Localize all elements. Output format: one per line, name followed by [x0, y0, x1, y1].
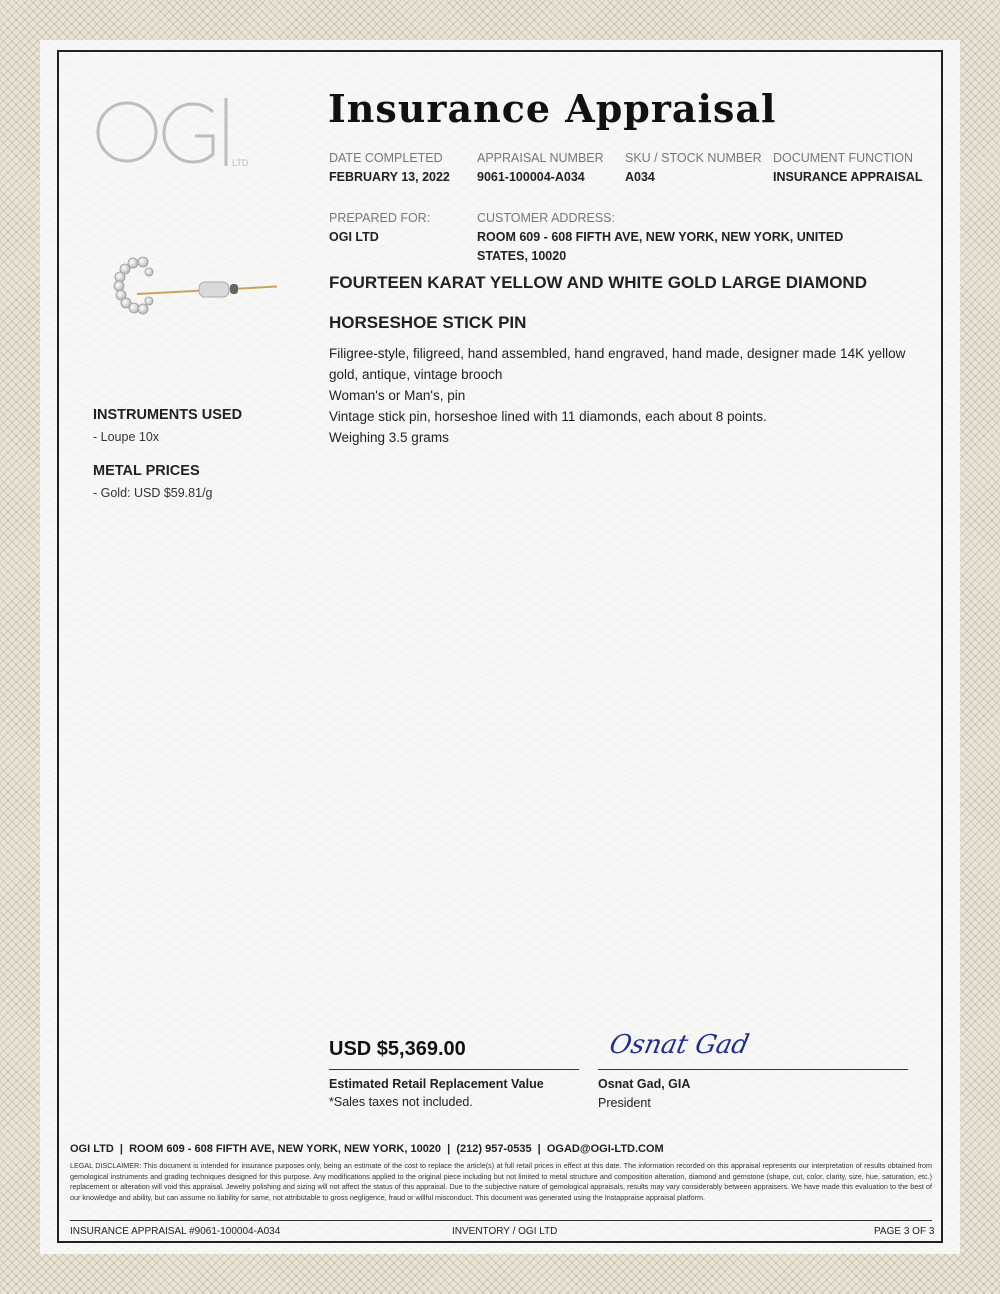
customer-address-label: CUSTOMER ADDRESS: — [477, 211, 615, 225]
appraisal-number-label: APPRAISAL NUMBER — [477, 151, 604, 165]
ogi-logo — [95, 92, 255, 172]
document-function-label: DOCUMENT FUNCTION — [773, 151, 914, 165]
footer-appraisal-id: INSURANCE APPRAISAL #9061-100004-A034 — [70, 1226, 281, 1237]
date-completed-label: DATE COMPLETED — [329, 151, 443, 165]
document-function-value: INSURANCE APPRAISAL — [773, 170, 923, 184]
prepared-for-value: OGI LTD — [329, 230, 379, 244]
sku-value: A034 — [625, 170, 655, 184]
description-line: Woman's or Man's, pin — [329, 388, 466, 403]
signer-name: Osnat Gad, GIA — [598, 1077, 691, 1091]
description-line: Filigree-style, filigreed, hand assembled, hand engraved, hand made, designer made 14K yellow gold, antique, vintage brooch — [329, 346, 906, 382]
footer-rule — [70, 1220, 932, 1221]
valuation-label: Estimated Retail Replacement Value — [329, 1077, 544, 1091]
horseshoe-pin-image — [97, 212, 277, 362]
customer-address-line1: ROOM 609 - 608 FIFTH AVE, NEW YORK, NEW YORK, UNITED — [477, 230, 844, 244]
signer-role: President — [598, 1096, 651, 1110]
prepared-for-label: PREPARED FOR: — [329, 211, 431, 225]
page-title: Insurance Appraisal — [328, 86, 777, 131]
item-title-line2: HORSESHOE STICK PIN — [329, 313, 527, 332]
valuation-price: USD $5,369.00 — [329, 1038, 466, 1060]
customer-address-line2: STATES, 10020 — [477, 249, 567, 263]
legal-disclaimer: LEGAL DISCLAIMER: This document is intended for insurance purposes only, being an estimate of the cost to replace the article(s) at full retail prices in effect at this date. The information recorded on this appraisal represents our interpretation of results obtained from gemological instruments and grading techniques designed for this purpose. Any modifications applied to the original piece including but not limited to metal structure and composition alteration, diamond and gemstone (shape, cut, color, clarity, size, hue, saturation, etc.) replacement or alteration will void this appraisal. Jewelry polishing and sizing will not affect the status of this appraisal. Due to the subjective nature of gemological appraisals, results may vary considerably between appraisers. We have made this evaluation to the best of our knowledge and ability, but can assume no liability for same, not attributable to gross negligence, fraud or willful misconduct. This document was generated using the Instappraise appraisal platform. — [70, 1161, 932, 1202]
metal-price-item: - Gold: USD $59.81/g — [93, 486, 213, 500]
description-line: Weighing 3.5 grams — [329, 430, 449, 445]
item-title-line1: FOURTEEN KARAT YELLOW AND WHITE GOLD LARGE DIAMOND — [329, 273, 867, 292]
description-line: Vintage stick pin, horseshoe lined with 11 diamonds, each about 8 points. — [329, 409, 767, 424]
footer-contact: OGI LTD | ROOM 609 - 608 FIFTH AVE, NEW YORK, NEW YORK, 10020 | (212) 957-0535 | OGAD@OGI-LTD.COM — [70, 1143, 664, 1155]
appraisal-number-value: 9061-100004-A034 — [477, 170, 585, 184]
footer-page-number: PAGE 3 OF 3 — [874, 1226, 935, 1237]
instrument-item: - Loupe 10x — [93, 430, 160, 444]
footer-inventory: INVENTORY / OGI LTD — [452, 1226, 558, 1237]
sku-label: SKU / STOCK NUMBER — [625, 151, 762, 165]
logo-sub: LTD — [232, 158, 249, 168]
valuation-note: *Sales taxes not included. — [329, 1095, 473, 1109]
signature-script: Osnat Gad — [606, 1030, 752, 1060]
item-description — [329, 343, 909, 448]
date-completed-value: FEBRUARY 13, 2022 — [329, 170, 450, 184]
signature-rule — [598, 1069, 908, 1070]
instruments-heading: INSTRUMENTS USED — [93, 407, 243, 423]
valuation-rule — [329, 1069, 579, 1070]
metal-prices-heading: METAL PRICES — [93, 463, 200, 479]
